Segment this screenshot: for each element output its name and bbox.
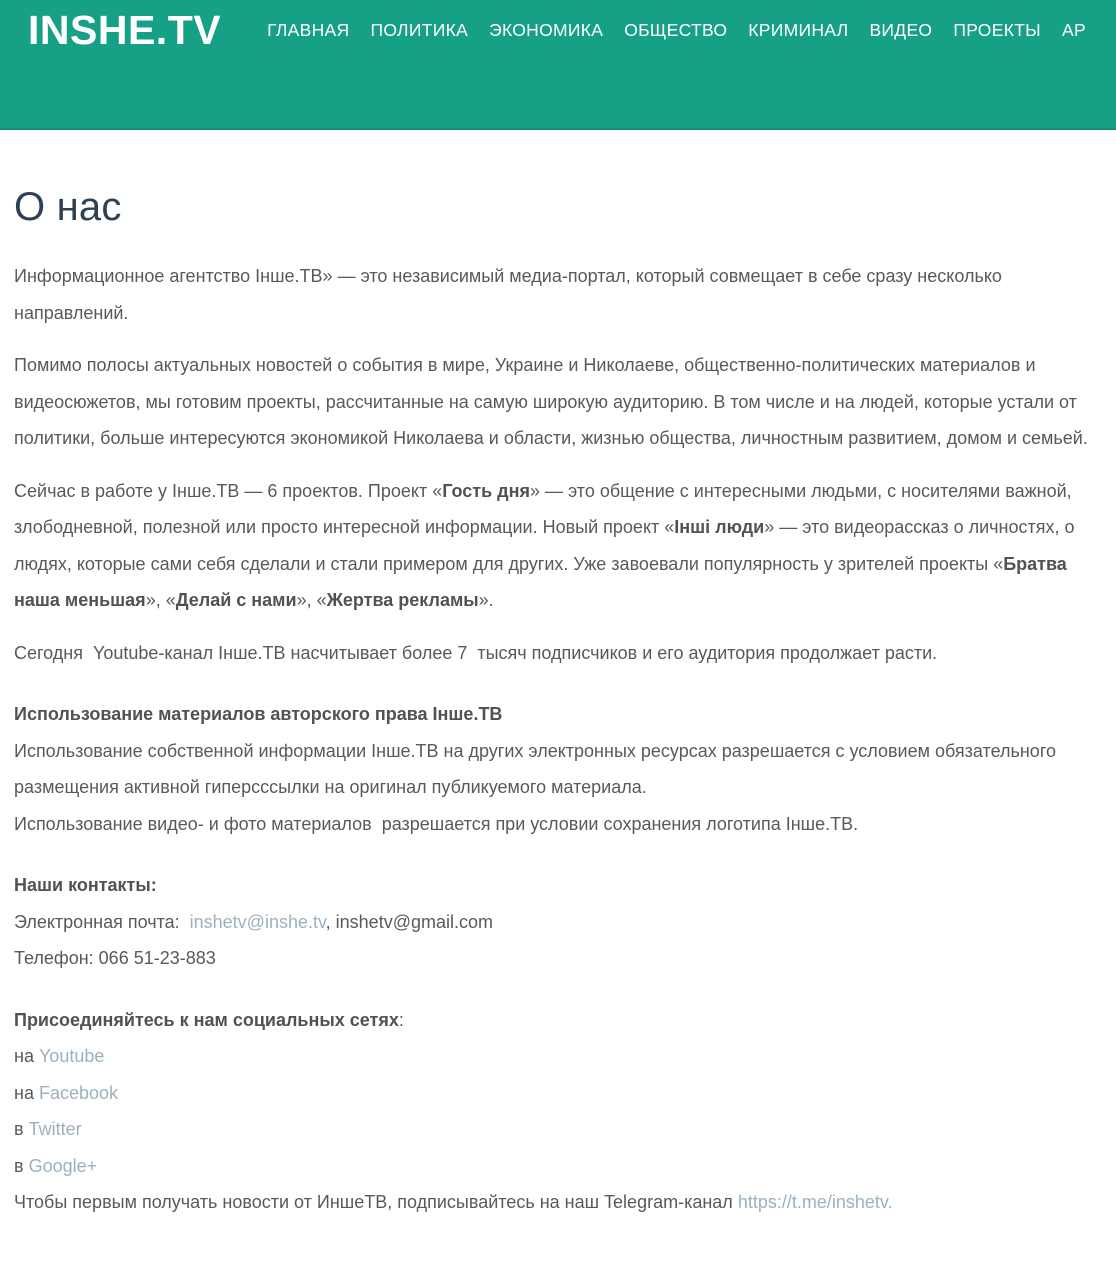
telegram-link[interactable]: https://t.me/inshetv. bbox=[737, 1192, 893, 1212]
text-run: на bbox=[14, 1046, 39, 1066]
nav-item-proekty[interactable]: ПРОЕКТЫ bbox=[953, 20, 1041, 40]
paragraph bbox=[14, 1002, 1100, 1221]
paragraph bbox=[14, 696, 1100, 842]
paragraph bbox=[14, 635, 1100, 672]
text-run: ». bbox=[478, 590, 494, 610]
page-content bbox=[0, 130, 1116, 1277]
text-run: Информационное агентство Інше.ТВ» — это независимый медиа-портал, который совмещает в себе сразу несколько направлений. bbox=[14, 266, 1007, 323]
email-link[interactable]: inshetv@inshe.tv bbox=[189, 911, 326, 932]
text-run: на bbox=[14, 1082, 39, 1103]
nav-item-kriminal[interactable]: КРИМИНАЛ bbox=[748, 20, 849, 40]
bold-text: Жертва рекламы bbox=[326, 590, 479, 610]
bold-text: Інші люди bbox=[674, 517, 765, 537]
page-title: О нас bbox=[14, 185, 122, 229]
nav-item-ekonomika[interactable]: ЭКОНОМИКА bbox=[489, 20, 604, 40]
nav-item-video[interactable]: ВИДЕО bbox=[869, 20, 933, 40]
bold-text: Наши контакты: bbox=[14, 875, 157, 895]
text-run: Электронная почта: bbox=[14, 911, 190, 932]
text-run: Использование собственной информации Інше.ТВ на других электронных ресурсах разрешается с условием обязательного размещения активной гиперсссылки на оригинал публикуемого материала. bbox=[14, 740, 1062, 797]
paragraph bbox=[14, 473, 1100, 619]
nav-item-politika[interactable]: ПОЛИТИКА bbox=[370, 20, 469, 40]
text-run: », « bbox=[296, 590, 327, 610]
text-run: Телефон: 066 51-23-883 bbox=[14, 948, 216, 968]
text-run: Чтобы первым получать новости от ИншеТВ, подписывайтесь на наш Telegram-канал bbox=[14, 1192, 738, 1212]
text-run: : bbox=[398, 1009, 404, 1030]
text-run: », « bbox=[145, 590, 176, 610]
paragraph bbox=[14, 347, 1100, 457]
bold-text: Присоединяйтесь к нам социальных сетях bbox=[14, 1009, 399, 1030]
text-run: Сейчас в работе у Інше.ТВ — 6 проектов. Проект « bbox=[14, 480, 443, 501]
twitter-link[interactable]: Twitter bbox=[28, 1119, 82, 1139]
site-logo[interactable]: INSHE.TV bbox=[28, 7, 222, 53]
nav-item-glavnaya[interactable]: ГЛАВНАЯ bbox=[267, 20, 350, 40]
text-run: Сегодня Youtube-канал Інше.ТВ насчитывает более 7 тысяч подписчиков и его аудитория продолжает расти. bbox=[14, 642, 938, 663]
bold-text: Гость дня bbox=[442, 480, 530, 501]
bold-text: Использование материалов авторского права Інше.ТВ bbox=[14, 704, 503, 724]
paragraph bbox=[14, 867, 1100, 977]
article-body bbox=[14, 258, 1100, 1221]
text-run: , inshetv@gmail.com bbox=[325, 911, 493, 932]
bold-text: Братва наша меньшая bbox=[14, 553, 1072, 610]
text-run: в bbox=[14, 1155, 29, 1176]
text-run: Помимо полосы актуальных новостей о события в мире, Украине и Николаеве, общественно-политических материалов и видеосюжетов, мы готовим проекты, рассчитанные на самую широкую аудиторию. В том числе и на людей, которые устали от политики, больше интересуются экономикой Николаева и области, жизнью общества, личностным развитием, домом и семьей. bbox=[14, 355, 1088, 448]
bold-text: Делай с нами bbox=[175, 590, 297, 610]
paragraph bbox=[14, 258, 1100, 331]
facebook-link[interactable]: Facebook bbox=[38, 1082, 119, 1103]
site-header bbox=[0, 0, 1116, 130]
youtube-link[interactable]: Youtube bbox=[38, 1046, 105, 1066]
text-run: Использование видео- и фото материалов разрешается при условии сохранения логотипа Інше.ТВ. bbox=[14, 813, 859, 834]
googleplus-link[interactable]: Google+ bbox=[28, 1155, 98, 1176]
main-nav bbox=[267, 6, 1086, 43]
text-run: » — это видеорассказ о личностях, о людях, которые сами себя сделали и стали примером для других. Уже завоевали популярность у зрителей проекты « bbox=[14, 517, 1080, 574]
nav-item-ar-clipped[interactable]: АР bbox=[1061, 20, 1086, 40]
text-run: в bbox=[14, 1119, 29, 1139]
text-run: » — это общение с интересными людьми, с носителями важной, злободневной, полезной или просто интересной информации. Новый проект « bbox=[14, 480, 1077, 537]
nav-item-obshchestvo[interactable]: ОБЩЕСТВО bbox=[624, 20, 728, 40]
